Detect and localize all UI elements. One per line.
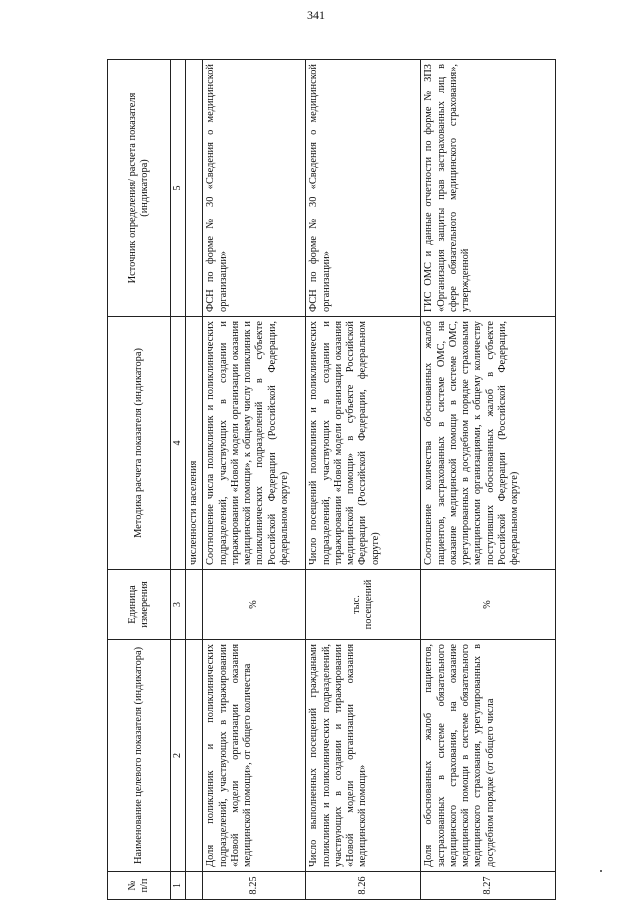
row-number: 8.25: [203, 872, 306, 900]
indicator-name: Доля поликлиник и поликлинических подразделений, участвующих в тиражировании «Новой модели организации оказания медицинской помощи», от общего количества: [203, 640, 306, 872]
table-cell: [186, 570, 203, 640]
table-row: [203, 60, 306, 900]
indicator-name: Число выполненных посещений гражданами поликлиник и поликлинических подразделений, участвующих в создании и тиражировании «Новой модели организации оказания медицинской помощи»: [306, 640, 421, 872]
row-number: 8.27: [421, 872, 556, 900]
header-source: Источник определения/ расчета показателя (индикатора): [108, 60, 171, 317]
row-number: 8.26: [306, 872, 421, 900]
indicator-source: ГИС ОМС и данные отчетности по форме № ЗПЗ «Организация защиты прав застрахованных лиц в сфере обязательного медицинского страхования», утвержденной: [421, 60, 556, 317]
indicator-method: Соотношение числа поликлиник и поликлинических подразделений, участвующих в создании и тиражировании «Новой модели организации оказания медицинской помощи», к общему числу поликлиник и поликлинических подразделений в субъекте Российской Федерации (Российской Федерации, федеральном округе): [203, 317, 306, 570]
header-unit: Единица измерения: [108, 570, 171, 640]
continuation-row: [186, 60, 203, 900]
table-cell: [186, 60, 203, 317]
indicators-table: [107, 59, 556, 900]
indicator-unit: тыс. посещений: [306, 570, 421, 640]
indicator-method: Число посещений поликлиник и поликлинических подразделений, участвующих в создании и тиражировании «Новой модели организации оказания медицинской помощи» в субъекте Российской Федерации (Российской Федерации, федеральном округе): [306, 317, 421, 570]
page-number: 341: [307, 8, 325, 22]
column-number: 5: [171, 60, 186, 317]
continuation-text: численности населения: [186, 317, 203, 570]
column-number: 1: [171, 872, 186, 900]
indicator-source: ФСН по форме № 30 «Сведения о медицинской организации»: [203, 60, 306, 317]
indicator-unit: %: [421, 570, 556, 640]
column-number-row: [171, 60, 186, 900]
table-header-row: [108, 60, 171, 900]
header-method: Методика расчета показателя (индикатора): [108, 317, 171, 570]
table-cell: [186, 872, 203, 900]
scan-speck: [600, 870, 602, 872]
column-number: 2: [171, 640, 186, 872]
indicator-name: Доля обоснованных жалоб пациентов, застрахованных в системе обязательного медицинского страхования, на оказание медицинской помощи в системе обязательного медицинского страхования, урегулированных в досудебном порядке (от общего числа: [421, 640, 556, 872]
table-cell: [186, 640, 203, 872]
column-number: 3: [171, 570, 186, 640]
header-number: № п/п: [108, 872, 171, 900]
indicator-source: ФСН по форме № 30 «Сведения о медицинской организации»: [306, 60, 421, 317]
rotated-table-container: [107, 60, 612, 900]
table-row: [306, 60, 421, 900]
indicator-method: Соотношение количества обоснованных жалоб пациентов, застрахованных в системе ОМС, на оказание медицинской помощи в системе ОМС, урегулированных в досудебном порядке страховыми медицинскими организациями, к общему количеству поступивших обоснованных жалоб в субъекте Российской Федерации (Российской Федерации, федеральном округе): [421, 317, 556, 570]
indicator-unit: %: [203, 570, 306, 640]
column-number: 4: [171, 317, 186, 570]
header-indicator-name: Наименование целевого показателя (индикатора): [108, 640, 171, 872]
table-row: [421, 60, 556, 900]
